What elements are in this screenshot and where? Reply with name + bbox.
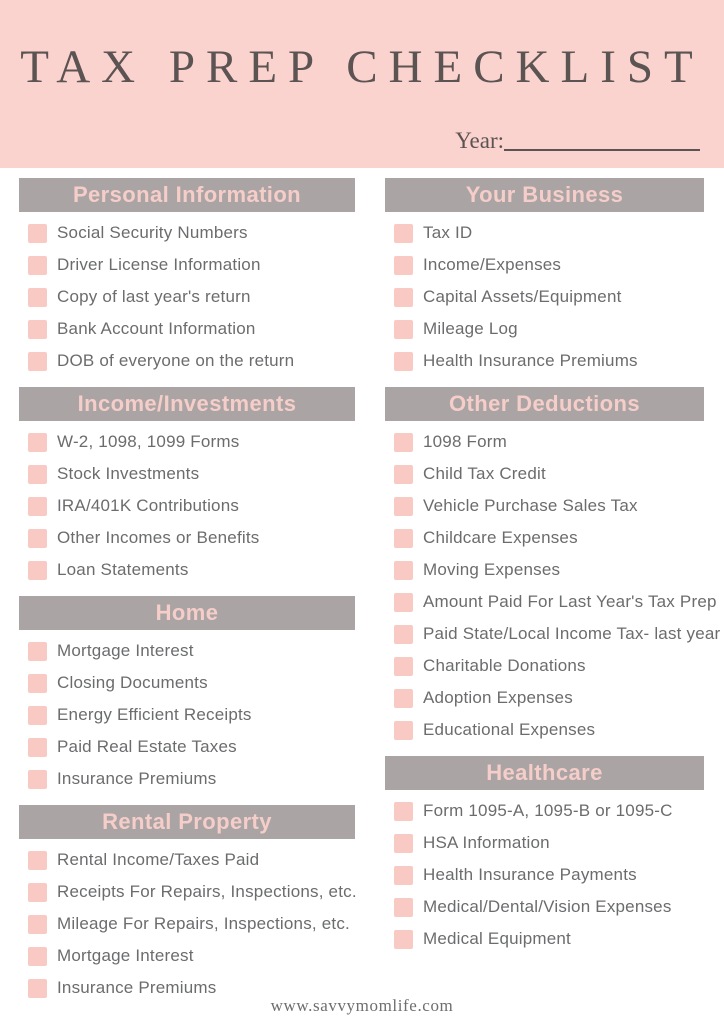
checklist-item-label: Insurance Premiums <box>57 978 217 997</box>
checkbox[interactable] <box>394 625 413 644</box>
checklist-item <box>19 345 355 377</box>
checklist-items <box>385 426 721 746</box>
checklist-item-label: Bank Account Information <box>57 319 256 338</box>
checklist-item-label: Educational Expenses <box>423 720 596 739</box>
section-home <box>19 596 355 795</box>
section-header-personal-information: Personal Information <box>19 178 355 212</box>
year-input-line[interactable] <box>504 149 700 151</box>
checklist-item <box>385 345 704 377</box>
checklist-item <box>385 682 704 714</box>
checklist-items <box>385 795 704 955</box>
checkbox[interactable] <box>394 433 413 452</box>
section-header-home: Home <box>19 596 355 630</box>
checklist-item-label: Mortgage Interest <box>57 946 194 965</box>
checkbox[interactable] <box>394 561 413 580</box>
checklist-item-label: Paid Real Estate Taxes <box>57 737 237 756</box>
checklist-item <box>385 522 704 554</box>
section-header-income-investments: Income/Investments <box>19 387 355 421</box>
checkbox[interactable] <box>28 529 47 548</box>
checklist-item <box>19 249 355 281</box>
checklist-item-label: Health Insurance Premiums <box>423 351 638 370</box>
checklist-item-label: 1098 Form <box>423 432 508 451</box>
checkbox[interactable] <box>394 866 413 885</box>
checkbox[interactable] <box>28 224 47 243</box>
checklist-items <box>19 635 355 795</box>
checklist-item <box>19 699 355 731</box>
checklist-item-label: Moving Expenses <box>423 560 561 579</box>
checklist-item-label: W-2, 1098, 1099 Forms <box>57 432 240 451</box>
checklist-item <box>19 667 355 699</box>
checklist-item <box>19 731 355 763</box>
section-healthcare <box>385 756 704 955</box>
section-header-other-deductions: Other Deductions <box>385 387 704 421</box>
checkbox[interactable] <box>394 224 413 243</box>
checklist-item <box>19 426 355 458</box>
checkbox[interactable] <box>28 979 47 998</box>
checkbox[interactable] <box>28 883 47 902</box>
checkbox[interactable] <box>28 288 47 307</box>
checklist-item <box>385 249 704 281</box>
checklist-item-label: Income/Expenses <box>423 255 562 274</box>
year-label: Year: <box>455 128 504 153</box>
checklist-item <box>385 313 704 345</box>
checklist-item-label: Paid State/Local Income Tax- last year <box>423 624 721 643</box>
checkbox[interactable] <box>28 738 47 757</box>
checkbox[interactable] <box>28 674 47 693</box>
checkbox[interactable] <box>28 256 47 275</box>
checklist-item <box>19 217 355 249</box>
checklist-item <box>385 554 704 586</box>
checklist-item-label: Loan Statements <box>57 560 189 579</box>
checklist-item <box>19 635 355 667</box>
checklist-item <box>385 618 721 650</box>
checklist-item <box>19 876 355 908</box>
checklist-item <box>19 313 355 345</box>
checklist-items <box>385 217 704 377</box>
checkbox[interactable] <box>28 851 47 870</box>
checkbox[interactable] <box>28 561 47 580</box>
checklist-item <box>19 281 355 313</box>
checklist-item-label: Health Insurance Payments <box>423 865 637 884</box>
checklist-item <box>385 795 704 827</box>
checkbox[interactable] <box>394 288 413 307</box>
checkbox[interactable] <box>28 706 47 725</box>
checkbox[interactable] <box>394 352 413 371</box>
checkbox[interactable] <box>394 721 413 740</box>
section-rental-property <box>19 805 355 1004</box>
checklist-item <box>19 844 355 876</box>
website-url: www.savvymomlife.com <box>270 996 454 1015</box>
checkbox[interactable] <box>394 256 413 275</box>
checklist-items <box>19 217 355 377</box>
section-header-rental-property: Rental Property <box>19 805 355 839</box>
checklist-item-label: Mileage For Repairs, Inspections, etc. <box>57 914 350 933</box>
checkbox[interactable] <box>394 802 413 821</box>
checklist-item-label: Closing Documents <box>57 673 208 692</box>
checkbox[interactable] <box>28 352 47 371</box>
checklist-item <box>385 426 704 458</box>
checklist-item <box>19 554 355 586</box>
page-footer <box>0 996 724 1016</box>
checklist-item-label: Adoption Expenses <box>423 688 573 707</box>
checklist-item-label: Energy Efficient Receipts <box>57 705 252 724</box>
checklist-item <box>385 891 704 923</box>
checklist-item <box>385 586 717 618</box>
checkbox[interactable] <box>28 497 47 516</box>
checkbox[interactable] <box>28 947 47 966</box>
checkbox[interactable] <box>28 465 47 484</box>
checkbox[interactable] <box>394 593 413 612</box>
checkbox[interactable] <box>28 433 47 452</box>
checklist-item-label: Child Tax Credit <box>423 464 546 483</box>
checklist-item <box>385 217 704 249</box>
checklist-columns <box>0 168 724 1014</box>
checklist-item-label: Tax ID <box>423 223 473 242</box>
checklist-item <box>19 763 355 795</box>
checklist-item-label: Rental Income/Taxes Paid <box>57 850 260 869</box>
checklist-column-left <box>19 178 355 1014</box>
checklist-item <box>385 458 704 490</box>
checklist-item-label: Medical Equipment <box>423 929 571 948</box>
year-field <box>455 128 700 154</box>
checklist-item-label: Social Security Numbers <box>57 223 248 242</box>
checklist-item-label: Vehicle Purchase Sales Tax <box>423 496 638 515</box>
checklist-item-label: Copy of last year's return <box>57 287 251 306</box>
checklist-item <box>385 859 704 891</box>
checklist-item <box>385 923 704 955</box>
checkbox[interactable] <box>28 915 47 934</box>
checklist-item <box>385 650 704 682</box>
checkbox[interactable] <box>394 657 413 676</box>
section-other-deductions <box>385 387 721 746</box>
checklist-item-label: Capital Assets/Equipment <box>423 287 622 306</box>
checkbox[interactable] <box>28 770 47 789</box>
checklist-item-label: Charitable Donations <box>423 656 586 675</box>
checklist-item <box>19 908 355 940</box>
checkbox[interactable] <box>394 689 413 708</box>
section-personal-information <box>19 178 355 377</box>
checklist-item <box>19 490 355 522</box>
checklist-item <box>385 714 704 746</box>
checklist-item <box>19 940 355 972</box>
section-income-investments <box>19 387 355 586</box>
checklist-item-label: HSA Information <box>423 833 550 852</box>
checklist-item <box>19 458 355 490</box>
checklist-item <box>385 827 704 859</box>
section-header-healthcare: Healthcare <box>385 756 704 790</box>
checklist-item-label: Stock Investments <box>57 464 200 483</box>
checklist-item-label: Childcare Expenses <box>423 528 578 547</box>
checklist-item-label: Insurance Premiums <box>57 769 217 788</box>
checklist-item-label: Form 1095-A, 1095-B or 1095-C <box>423 801 673 820</box>
checkbox[interactable] <box>28 642 47 661</box>
checklist-item-label: Driver License Information <box>57 255 261 274</box>
checklist-item <box>385 281 704 313</box>
checklist-item-label: Medical/Dental/Vision Expenses <box>423 897 672 916</box>
page-title: TAX PREP CHECKLIST <box>20 41 704 93</box>
checklist-item <box>385 490 704 522</box>
checklist-items <box>19 426 355 586</box>
checklist-column-right <box>385 178 721 1014</box>
checkbox[interactable] <box>28 320 47 339</box>
header-banner <box>0 0 724 168</box>
checklist-item-label: IRA/401K Contributions <box>57 496 240 515</box>
section-your-business <box>385 178 704 377</box>
checkbox[interactable] <box>394 529 413 548</box>
checklist-item <box>19 522 355 554</box>
checklist-item-label: Receipts For Repairs, Inspections, etc. <box>57 882 357 901</box>
checkbox[interactable] <box>394 497 413 516</box>
checkbox[interactable] <box>394 320 413 339</box>
checklist-item-label: Mileage Log <box>423 319 518 338</box>
checkbox[interactable] <box>394 465 413 484</box>
checklist-item-label: Amount Paid For Last Year's Tax Prep <box>423 592 717 611</box>
checkbox[interactable] <box>394 834 413 853</box>
checkbox[interactable] <box>394 930 413 949</box>
checklist-items <box>19 844 355 1004</box>
checklist-item-label: DOB of everyone on the return <box>57 351 295 370</box>
section-header-your-business: Your Business <box>385 178 704 212</box>
checklist-item-label: Other Incomes or Benefits <box>57 528 260 547</box>
checkbox[interactable] <box>394 898 413 917</box>
checklist-item-label: Mortgage Interest <box>57 641 194 660</box>
